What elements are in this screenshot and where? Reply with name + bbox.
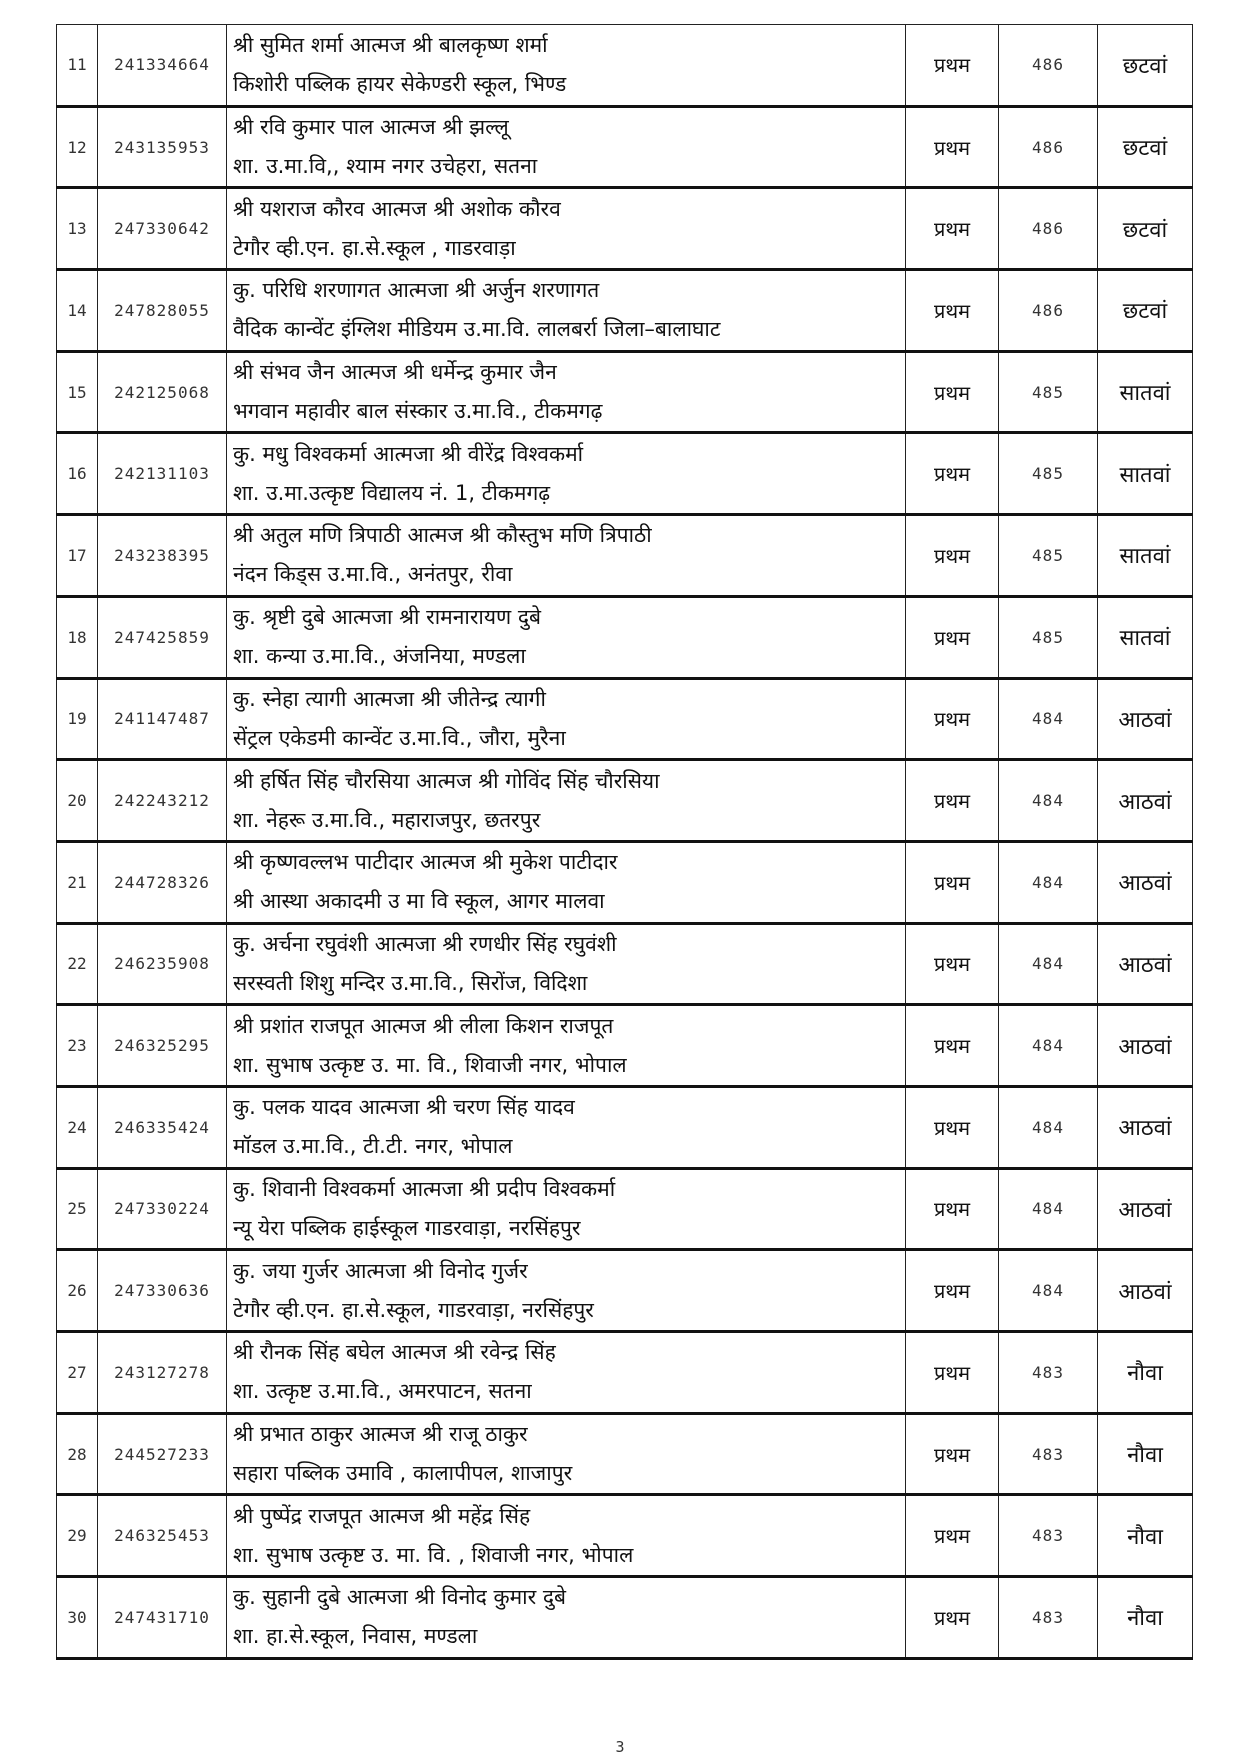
roll-number: 247431710	[98, 1577, 227, 1659]
roll-number: 247425859	[98, 596, 227, 678]
division: प्रथम	[906, 596, 999, 678]
student-details	[227, 188, 906, 270]
marks: 483	[999, 1495, 1098, 1577]
school-name: सहारा पब्लिक उमावि , कालापीपल, शाजापुर	[233, 1461, 573, 1486]
student-details	[227, 515, 906, 597]
marks: 485	[999, 515, 1098, 597]
serial-number: 25	[57, 1168, 98, 1250]
serial-number: 16	[57, 433, 98, 515]
table-row	[57, 270, 1193, 352]
student-name: कु. पलक यादव आत्मजा श्री चरण सिंह यादव	[233, 1095, 575, 1120]
division: प्रथम	[906, 433, 999, 515]
serial-number: 15	[57, 351, 98, 433]
school-name: शा. नेहरू उ.मा.वि., महाराजपुर, छतरपुर	[233, 807, 541, 832]
merit-rank: आठवां	[1098, 760, 1193, 842]
serial-number: 28	[57, 1413, 98, 1495]
marks: 485	[999, 433, 1098, 515]
student-details	[227, 1413, 906, 1495]
division: प्रथम	[906, 515, 999, 597]
serial-number: 26	[57, 1250, 98, 1332]
serial-number: 22	[57, 923, 98, 1005]
roll-number: 243135953	[98, 106, 227, 188]
student-name: श्री हर्षित सिंह चौरसिया आत्मज श्री गोविंद सिंह चौरसिया	[233, 768, 660, 793]
roll-number: 242131103	[98, 433, 227, 515]
merit-rank: आठवां	[1098, 1168, 1193, 1250]
student-details	[227, 1577, 906, 1659]
marks: 483	[999, 1332, 1098, 1414]
merit-list-table	[56, 24, 1193, 1660]
merit-rank: सातवां	[1098, 596, 1193, 678]
roll-number: 242243212	[98, 760, 227, 842]
marks: 483	[999, 1577, 1098, 1659]
marks: 484	[999, 678, 1098, 760]
serial-number: 19	[57, 678, 98, 760]
merit-list-body	[57, 25, 1193, 1659]
school-name: टेगौर व्ही.एन. हा.से.स्कूल, गाडरवाड़ा, नरसिंहपुर	[233, 1297, 594, 1322]
serial-number: 23	[57, 1005, 98, 1087]
table-row	[57, 923, 1193, 1005]
serial-number: 24	[57, 1086, 98, 1168]
table-row	[57, 1495, 1193, 1577]
student-name: श्री सुमित शर्मा आत्मज श्री बालकृष्ण शर्मा	[233, 32, 548, 57]
division: प्रथम	[906, 188, 999, 270]
serial-number: 20	[57, 760, 98, 842]
student-name: कु. मधु विश्वकर्मा आत्मजा श्री वीरेंद्र विश्वकर्मा	[233, 441, 584, 466]
marks: 486	[999, 270, 1098, 352]
table-row	[57, 1005, 1193, 1087]
merit-rank: छटवां	[1098, 188, 1193, 270]
merit-rank: आठवां	[1098, 1005, 1193, 1087]
school-name: मॉडल उ.मा.वि., टी.टी. नगर, भोपाल	[233, 1134, 513, 1159]
school-name: सेंट्रल एकेडमी कान्वेंट उ.मा.वि., जौरा, मुरैना	[233, 725, 566, 750]
table-row	[57, 1250, 1193, 1332]
student-name: श्री कृष्णवल्लभ पाटीदार आत्मज श्री मुकेश पाटीदार	[233, 850, 618, 875]
student-name: कु. परिधि शरणागत आत्मजा श्री अर्जुन शरणागत	[233, 278, 600, 303]
division: प्रथम	[906, 1577, 999, 1659]
student-name: कु. सुहानी दुबे आत्मजा श्री विनोद कुमार दुबे	[233, 1585, 567, 1610]
student-name: कु. स्नेहा त्यागी आत्मजा श्री जीतेन्द्र त्यागी	[233, 686, 546, 711]
merit-rank: नौवा	[1098, 1577, 1193, 1659]
merit-rank: नौवा	[1098, 1495, 1193, 1577]
merit-rank: नौवा	[1098, 1332, 1193, 1414]
student-name: श्री प्रभात ठाकुर आत्मज श्री राजू ठाकुर	[233, 1422, 528, 1447]
roll-number: 246325453	[98, 1495, 227, 1577]
roll-number: 244527233	[98, 1413, 227, 1495]
serial-number: 13	[57, 188, 98, 270]
division: प्रथम	[906, 1168, 999, 1250]
division: प्रथम	[906, 760, 999, 842]
serial-number: 21	[57, 841, 98, 923]
roll-number: 241147487	[98, 678, 227, 760]
student-details	[227, 106, 906, 188]
student-name: कु. जया गुर्जर आत्मजा श्री विनोद गुर्जर	[233, 1258, 528, 1283]
serial-number: 12	[57, 106, 98, 188]
school-name: शा. सुभाष उत्कृष्ट उ. मा. वि., शिवाजी नगर, भोपाल	[233, 1052, 627, 1077]
serial-number: 17	[57, 515, 98, 597]
roll-number: 244728326	[98, 841, 227, 923]
table-row	[57, 515, 1193, 597]
student-details	[227, 1086, 906, 1168]
school-name: शा. उ.मा.वि,, श्याम नगर उचेहरा, सतना	[233, 154, 538, 179]
division: प्रथम	[906, 1250, 999, 1332]
division: प्रथम	[906, 1332, 999, 1414]
student-name: श्री अतुल मणि त्रिपाठी आत्मज श्री कौस्तुभ मणि त्रिपाठी	[233, 523, 652, 548]
serial-number: 30	[57, 1577, 98, 1659]
table-row	[57, 760, 1193, 842]
student-name: कु. श्रृष्टी दुबे आत्मजा श्री रामनारायण दुबे	[233, 605, 542, 630]
marks: 485	[999, 596, 1098, 678]
table-row	[57, 1168, 1193, 1250]
merit-rank: सातवां	[1098, 433, 1193, 515]
table-row	[57, 1413, 1193, 1495]
merit-rank: आठवां	[1098, 923, 1193, 1005]
merit-rank: आठवां	[1098, 1250, 1193, 1332]
school-name: भगवान महावीर बाल संस्कार उ.मा.वि., टीकमगढ़	[233, 399, 603, 424]
marks: 483	[999, 1413, 1098, 1495]
table-row	[57, 433, 1193, 515]
student-details	[227, 433, 906, 515]
marks: 486	[999, 106, 1098, 188]
student-name: कु. अर्चना रघुवंशी आत्मजा श्री रणधीर सिंह रघुवंशी	[233, 931, 617, 956]
school-name: वैदिक कान्वेंट इंग्लिश मीडियम उ.मा.वि. लालबर्रा जिला–बालाघाट	[233, 317, 721, 342]
student-details	[227, 923, 906, 1005]
school-name: शा. सुभाष उत्कृष्ट उ. मा. वि. , शिवाजी नगर, भोपाल	[233, 1542, 634, 1567]
roll-number: 243238395	[98, 515, 227, 597]
roll-number: 246235908	[98, 923, 227, 1005]
serial-number: 29	[57, 1495, 98, 1577]
table-row	[57, 596, 1193, 678]
merit-rank: सातवां	[1098, 351, 1193, 433]
student-details	[227, 270, 906, 352]
merit-rank: आठवां	[1098, 678, 1193, 760]
merit-rank: सातवां	[1098, 515, 1193, 597]
division: प्रथम	[906, 841, 999, 923]
division: प्रथम	[906, 1413, 999, 1495]
serial-number: 27	[57, 1332, 98, 1414]
school-name: न्यू येरा पब्लिक हाईस्कूल गाडरवाड़ा, नरसिंहपुर	[233, 1215, 581, 1240]
student-name: श्री रौनक सिंह बघेल आत्मज श्री रवेन्द्र सिंह	[233, 1340, 556, 1365]
school-name: नंदन किड्स उ.मा.वि., अनंतपुर, रीवा	[233, 562, 513, 587]
marks: 484	[999, 760, 1098, 842]
student-name: श्री यशराज कौरव आत्मज श्री अशोक कौरव	[233, 196, 561, 221]
table-row	[57, 678, 1193, 760]
merit-rank: नौवा	[1098, 1413, 1193, 1495]
division: प्रथम	[906, 1005, 999, 1087]
division: प्रथम	[906, 25, 999, 107]
school-name: श्री आस्था अकादमी उ मा वि स्कूल, आगर मालवा	[233, 889, 605, 914]
roll-number: 243127278	[98, 1332, 227, 1414]
division: प्रथम	[906, 106, 999, 188]
school-name: सरस्वती शिशु मन्दिर उ.मा.वि., सिरोंज, विदिशा	[233, 970, 588, 995]
student-details	[227, 841, 906, 923]
table-row	[57, 106, 1193, 188]
roll-number: 242125068	[98, 351, 227, 433]
table-row	[57, 188, 1193, 270]
table-row	[57, 1577, 1193, 1659]
merit-rank: छटवां	[1098, 270, 1193, 352]
school-name: शा. कन्या उ.मा.वि., अंजनिया, मण्डला	[233, 644, 526, 669]
division: प्रथम	[906, 923, 999, 1005]
marks: 485	[999, 351, 1098, 433]
school-name: शा. उ.मा.उत्कृष्ट विद्यालय नं. 1, टीकमगढ़	[233, 480, 551, 505]
roll-number: 246325295	[98, 1005, 227, 1087]
roll-number: 247330642	[98, 188, 227, 270]
student-details	[227, 678, 906, 760]
marks: 484	[999, 1005, 1098, 1087]
division: प्रथम	[906, 270, 999, 352]
student-name: श्री प्रशांत राजपूत आत्मज श्री लीला किशन राजपूत	[233, 1013, 614, 1038]
roll-number: 246335424	[98, 1086, 227, 1168]
student-details	[227, 1005, 906, 1087]
division: प्रथम	[906, 678, 999, 760]
division: प्रथम	[906, 1495, 999, 1577]
marks: 484	[999, 841, 1098, 923]
serial-number: 14	[57, 270, 98, 352]
division: प्रथम	[906, 351, 999, 433]
school-name: शा. हा.से.स्कूल, निवास, मण्डला	[233, 1624, 478, 1649]
student-details	[227, 1168, 906, 1250]
merit-rank: छटवां	[1098, 106, 1193, 188]
serial-number: 18	[57, 596, 98, 678]
table-row	[57, 1332, 1193, 1414]
school-name: टेगौर व्ही.एन. हा.से.स्कूल , गाडरवाड़ा	[233, 235, 516, 260]
roll-number: 247828055	[98, 270, 227, 352]
merit-rank: छटवां	[1098, 25, 1193, 107]
table-row	[57, 1086, 1193, 1168]
serial-number: 11	[57, 25, 98, 107]
table-row	[57, 841, 1193, 923]
marks: 484	[999, 1168, 1098, 1250]
page-number: 3	[615, 1738, 625, 1756]
table-row	[57, 25, 1193, 107]
student-name: श्री संभव जैन आत्मज श्री धर्मेन्द्र कुमार जैन	[233, 360, 557, 385]
school-name: शा. उत्कृष्ट उ.मा.वि., अमरपाटन, सतना	[233, 1379, 532, 1404]
student-details	[227, 25, 906, 107]
marks: 486	[999, 25, 1098, 107]
marks: 484	[999, 923, 1098, 1005]
merit-rank: आठवां	[1098, 1086, 1193, 1168]
roll-number: 247330636	[98, 1250, 227, 1332]
student-details	[227, 1495, 906, 1577]
merit-rank: आठवां	[1098, 841, 1193, 923]
student-details	[227, 596, 906, 678]
table-row	[57, 351, 1193, 433]
student-name: श्री रवि कुमार पाल आत्मज श्री झल्लू	[233, 115, 509, 140]
marks: 484	[999, 1250, 1098, 1332]
marks: 486	[999, 188, 1098, 270]
student-name: श्री पुष्पेंद्र राजपूत आत्मज श्री महेंद्र सिंह	[233, 1503, 531, 1528]
student-details	[227, 760, 906, 842]
roll-number: 241334664	[98, 25, 227, 107]
student-details	[227, 1332, 906, 1414]
student-name: कु. शिवानी विश्वकर्मा आत्मजा श्री प्रदीप विश्वकर्मा	[233, 1176, 616, 1201]
division: प्रथम	[906, 1086, 999, 1168]
school-name: किशोरी पब्लिक हायर सेकेण्डरी स्कूल, भिण्ड	[233, 71, 567, 96]
student-details	[227, 1250, 906, 1332]
roll-number: 247330224	[98, 1168, 227, 1250]
marks: 484	[999, 1086, 1098, 1168]
student-details	[227, 351, 906, 433]
